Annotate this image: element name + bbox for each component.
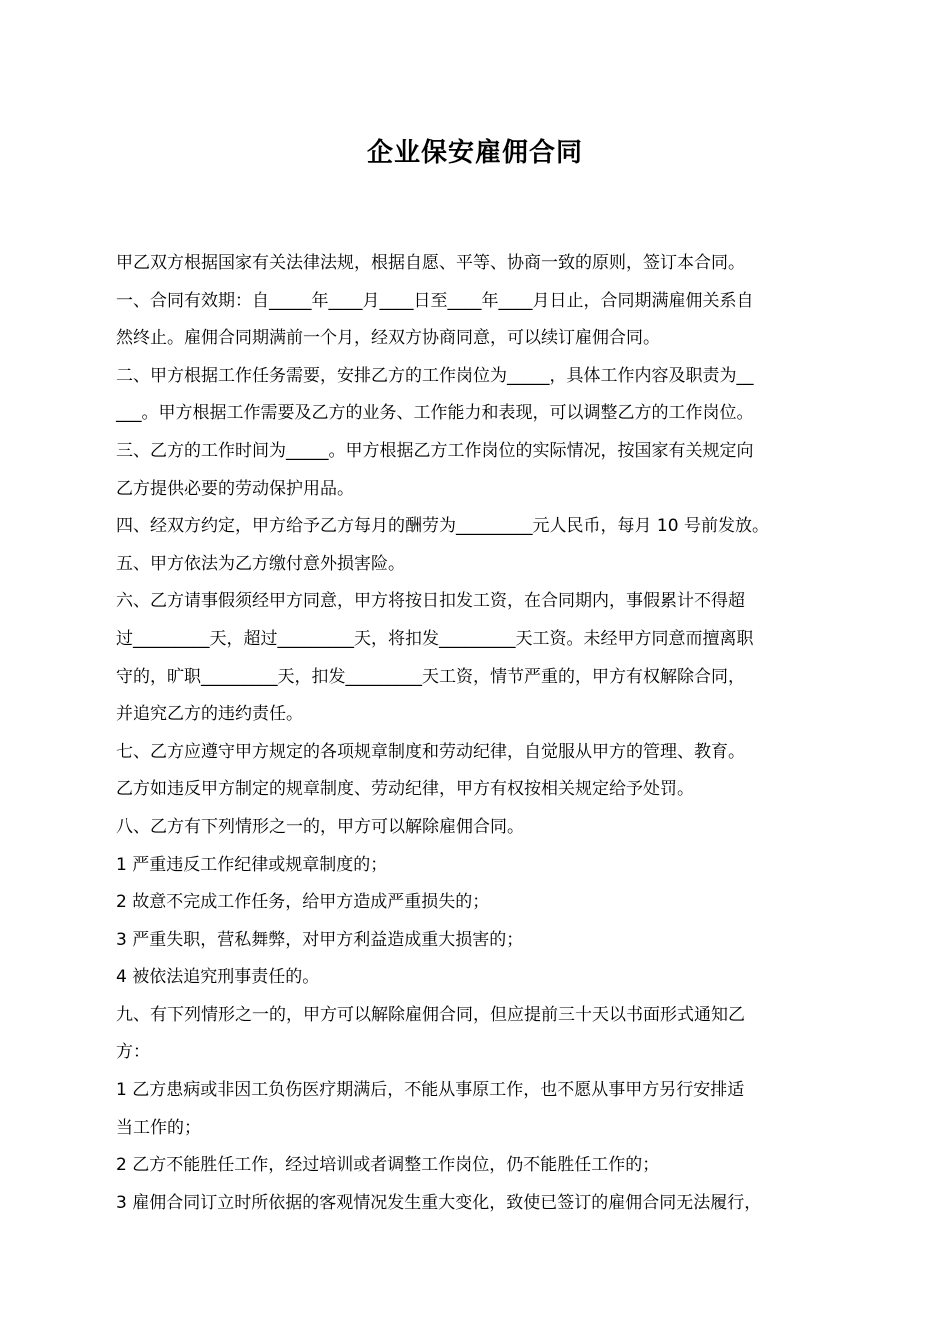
intro-paragraph: 甲乙双方根据国家有关法律法规，根据自愿、平等、协商一致的原则，签订本合同。: [116, 253, 745, 273]
clause-9-item-1-line-1: 1 乙方患病或非因工负伤医疗期满后，不能从事原工作，也不愿从事甲方另行安排适: [116, 1080, 745, 1101]
clause-4: 四、经双方约定，甲方给予乙方每月的酬劳为_________元人民币，每月 10 号前发放。: [116, 516, 769, 537]
clause-5: 五、甲方依法为乙方缴付意外损害险。: [116, 553, 405, 574]
clause-9-heading-line-1: 九、有下列情形之一的，甲方可以解除雇佣合同，但应提前三十天以书面形式通知乙: [116, 1004, 745, 1025]
contract-body: [116, 245, 838, 1222]
clause-9-heading-line-2: 方：: [116, 1042, 150, 1063]
clause-9-item-1-line-2: 当工作的；: [116, 1117, 201, 1138]
clause-1-line-2: 然终止。雇佣合同期满前一个月，经双方协商同意，可以续订雇佣合同。: [116, 328, 660, 349]
clause-9-item-3: 3 雇佣合同订立时所依据的客观情况发生重大变化，致使已签订的雇佣合同无法履行，: [116, 1192, 762, 1213]
clause-6-line-1: 六、乙方请事假须经甲方同意，甲方将按日扣发工资，在合同期内，事假累计不得超: [116, 591, 745, 612]
clause-8-heading: 八、乙方有下列情形之一的，甲方可以解除雇佣合同。: [116, 816, 524, 837]
document-title: 企业保安雇佣合同: [366, 138, 583, 168]
clause-8-item-1: 1 严重违反工作纪律或规章制度的；: [116, 854, 388, 875]
clause-3-line-2: 乙方提供必要的劳动保护用品。: [116, 478, 354, 499]
clause-8-item-2: 2 故意不完成工作任务，给甲方造成严重损失的；: [116, 892, 490, 913]
clause-8-item-4: 4 被依法追究刑事责任的。: [116, 967, 320, 988]
clause-6-line-4: 并追究乙方的违约责任。: [116, 704, 303, 725]
clause-7-line-2: 乙方如违反甲方制定的规章制度、劳动纪律，甲方有权按相关规定给予处罚。: [116, 779, 694, 800]
clause-6-line-2: 过_________天，超过_________天，将扣发_________天工资。未经甲方同意而擅离职: [116, 628, 754, 649]
clause-1-line-1: 一、合同有效期：自_____年____月____日至____年____月日止，合同期满雇佣关系自: [116, 290, 754, 311]
clause-7-line-1: 七、乙方应遵守甲方规定的各项规章制度和劳动纪律，自觉服从甲方的管理、教育。: [116, 741, 745, 762]
clause-2-line-1: 二、甲方根据工作任务需要，安排乙方的工作岗位为_____，具体工作内容及职责为__: [116, 365, 754, 386]
clause-6-line-3: 守的，旷职_________天，扣发_________天工资，情节严重的，甲方有权解除合同，: [116, 666, 745, 687]
clause-2-line-2: ___。甲方根据工作需要及乙方的业务、工作能力和表现，可以调整乙方的工作岗位。: [116, 403, 754, 424]
clause-8-item-3: 3 严重失职，营私舞弊，对甲方利益造成重大损害的；: [116, 929, 524, 950]
clause-9-item-2: 2 乙方不能胜任工作，经过培训或者调整工作岗位，仍不能胜任工作的；: [116, 1155, 660, 1176]
clause-3-line-1: 三、乙方的工作时间为_____。甲方根据乙方工作岗位的实际情况，按国家有关规定向: [116, 440, 754, 461]
